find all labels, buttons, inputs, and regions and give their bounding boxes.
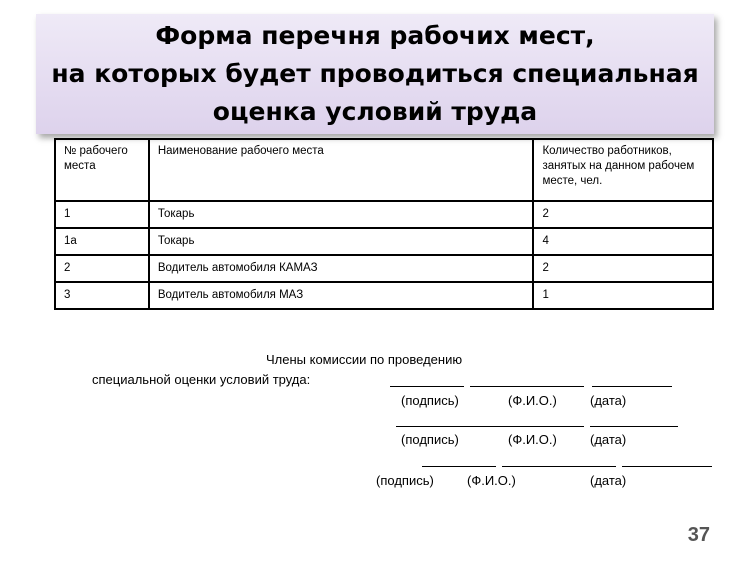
cell-number: 3 [55,282,149,309]
page-number: 37 [687,524,710,546]
caption-signature: (подпись) [401,432,459,447]
cell-number: 1а [55,228,149,255]
table-row [55,255,713,282]
date-line [622,466,712,467]
date-line [590,426,678,427]
caption-signature: (подпись) [376,473,434,488]
table-row [55,282,713,309]
caption-date: (дата) [590,473,627,488]
cell-name: Водитель автомобиля МАЗ [149,282,534,309]
title-line-1: Форма перечня рабочих мест, [155,21,595,50]
header-workplace-name: Наименование рабочего места [149,139,534,201]
caption-date: (дата) [590,432,627,447]
table-row [55,201,713,228]
commission-heading-line-2: специальной оценки условий труда: [92,372,311,387]
table-header-row [55,139,713,201]
caption-date: (дата) [590,393,627,408]
cell-name: Токарь [149,201,534,228]
cell-number: 2 [55,255,149,282]
cell-count: 4 [533,228,713,255]
cell-number: 1 [55,201,149,228]
cell-name: Водитель автомобиля КАМАЗ [149,255,534,282]
title-line-3: оценка условий труда [212,97,538,126]
cell-count: 2 [533,255,713,282]
signature-name-line [396,426,584,427]
name-line [470,386,584,387]
commission-heading-line-1: Члены комиссии по проведению [266,352,463,367]
table-row [55,228,713,255]
caption-full-name: (Ф.И.О.) [508,393,557,408]
caption-full-name: (Ф.И.О.) [467,473,516,488]
cell-count: 2 [533,201,713,228]
signature-line [390,386,464,387]
caption-signature: (подпись) [401,393,459,408]
title-line-2: на которых будет проводиться специальная [51,59,699,88]
title-banner [36,14,714,134]
name-line [502,466,616,467]
cell-name: Токарь [149,228,534,255]
workplaces-table [54,138,714,310]
cell-count: 1 [533,282,713,309]
header-worker-count: Количество работников, занятых на данном рабочем месте, чел. [533,139,713,201]
date-line [592,386,672,387]
signature-line [422,466,496,467]
header-workplace-number: № рабочего места [55,139,149,201]
caption-full-name: (Ф.И.О.) [508,432,557,447]
